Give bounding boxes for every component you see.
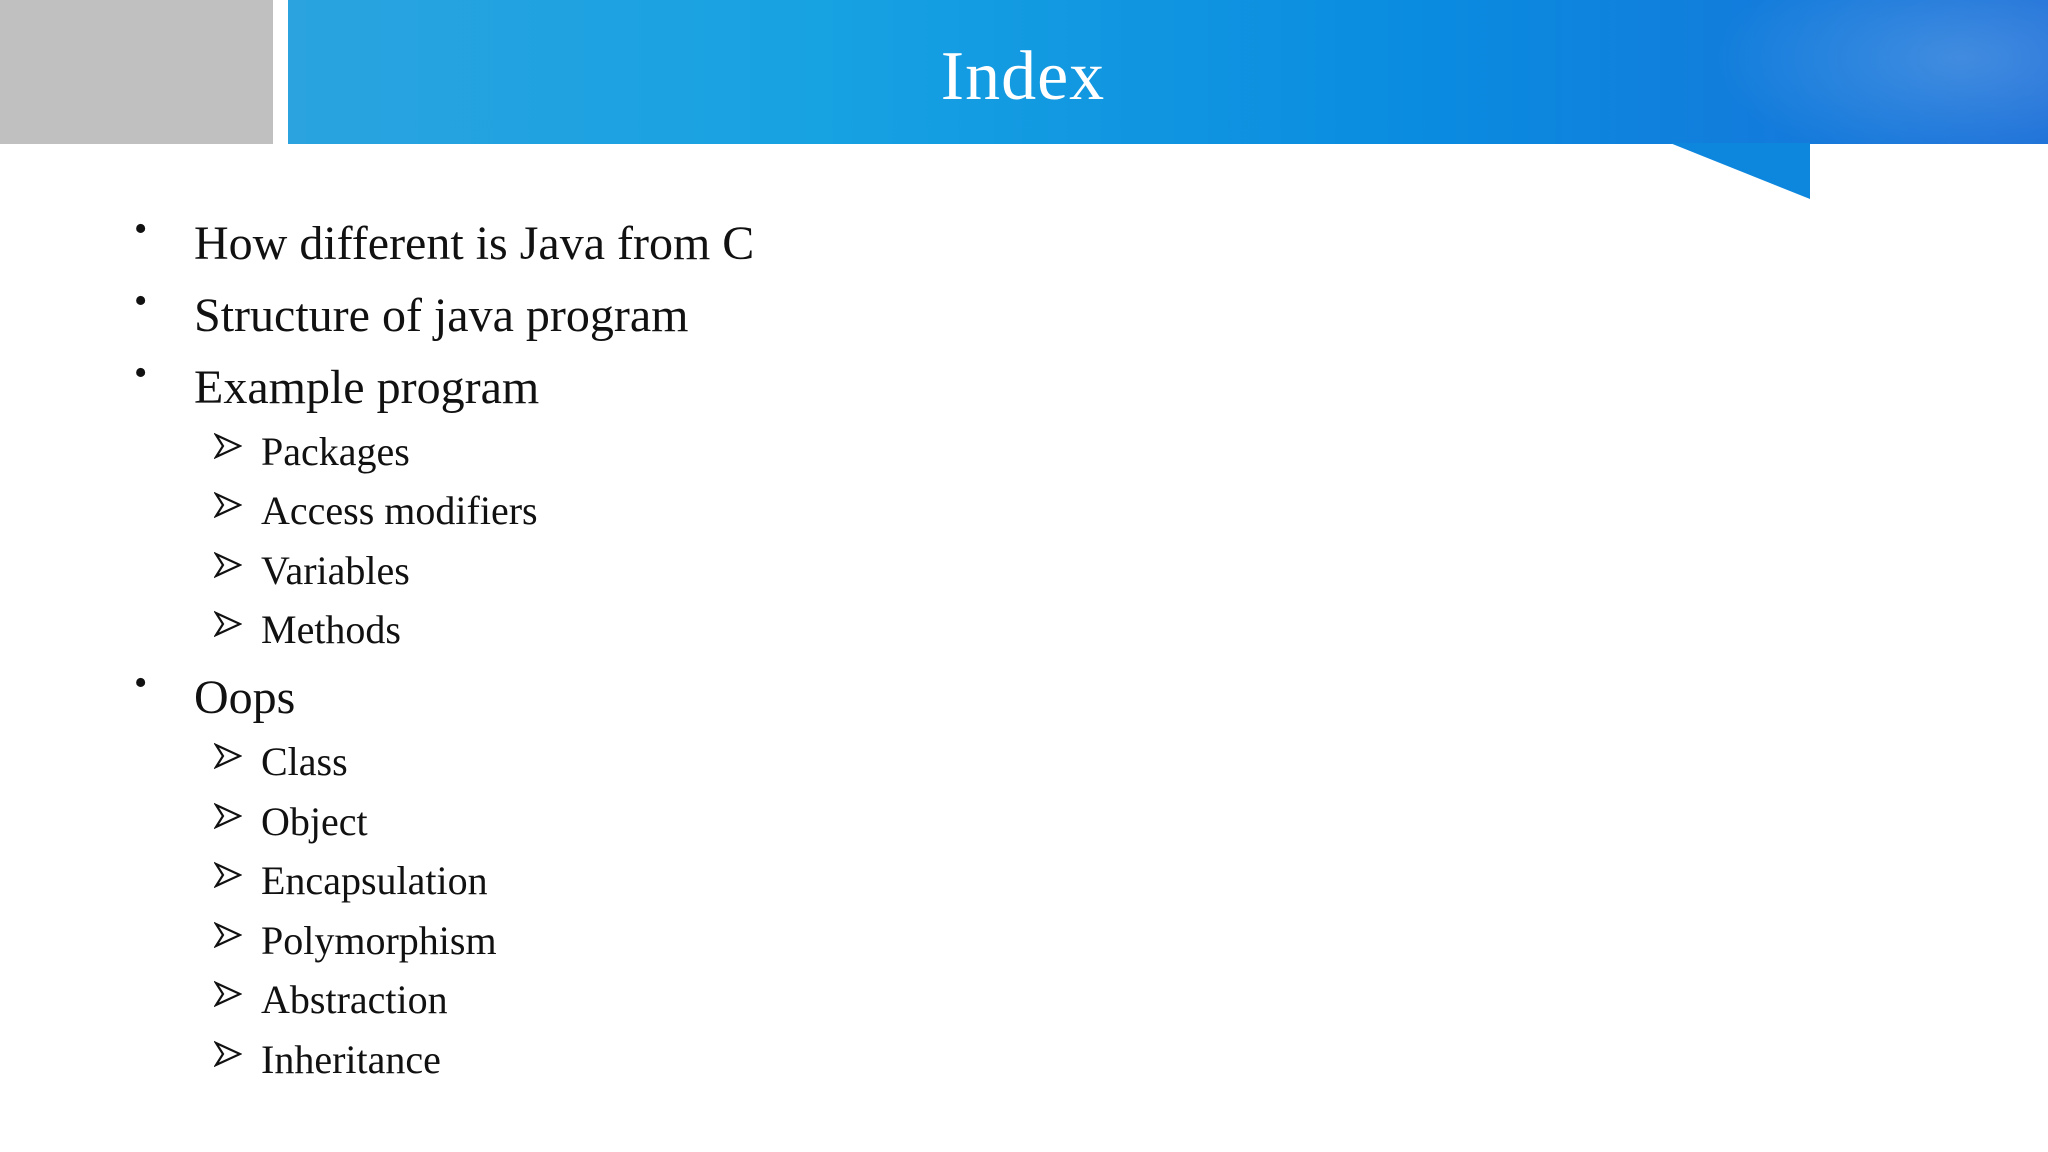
- arrowhead-icon: [214, 551, 242, 579]
- arrowhead-icon: [214, 432, 242, 460]
- list-item-label: Oops: [194, 671, 296, 724]
- arrowhead-icon: [214, 980, 242, 1008]
- header-gray-block: [0, 0, 273, 144]
- arrowhead-icon: [214, 802, 242, 830]
- bullet-dot-icon: •: [134, 280, 148, 322]
- list-subitem-label: Polymorphism: [261, 918, 497, 963]
- list-subitem-label: Encapsulation: [261, 858, 488, 903]
- arrowhead-icon: [214, 491, 242, 519]
- list-subitem-label: Inheritance: [261, 1037, 441, 1082]
- bullet-dot-icon: •: [134, 662, 148, 704]
- arrowhead-icon: [214, 1040, 242, 1068]
- list-item-label: Structure of java program: [194, 289, 689, 342]
- arrowhead-icon: [214, 861, 242, 889]
- arrowhead-icon: [214, 610, 242, 638]
- list-subitem-label: Access modifiers: [261, 488, 538, 533]
- arrowhead-icon: [214, 921, 242, 949]
- list-item-label: How different is Java from C: [194, 217, 755, 270]
- bullet-dot-icon: •: [134, 208, 148, 250]
- list-subitem-label: Methods: [261, 607, 401, 652]
- list-subitem-label: Packages: [261, 429, 410, 474]
- slide-title: Index: [940, 38, 1106, 115]
- list-subitem-label: Class: [261, 739, 348, 784]
- bullet-dot-icon: •: [134, 352, 148, 394]
- list-subitem-label: Variables: [261, 548, 410, 593]
- list-item-label: Example program: [194, 361, 540, 414]
- list-subitem-label: Object: [261, 799, 368, 844]
- arrowhead-icon: [214, 742, 242, 770]
- list-subitem-label: Abstraction: [261, 977, 448, 1022]
